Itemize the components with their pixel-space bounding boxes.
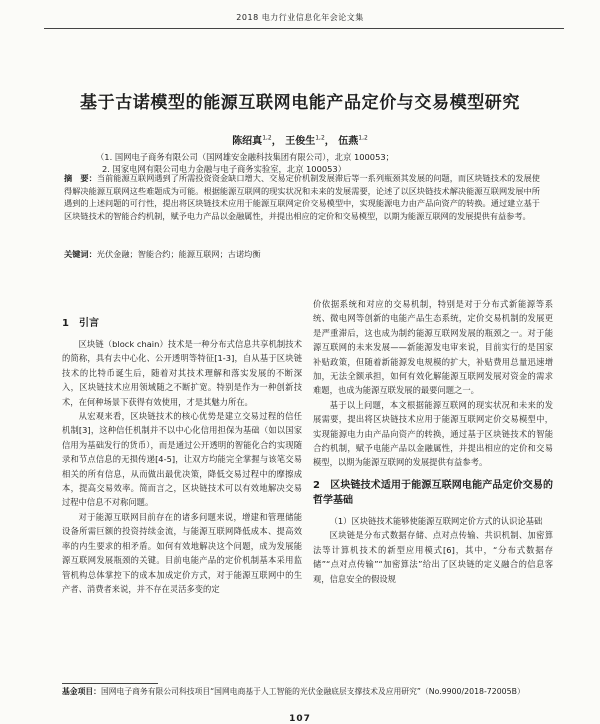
author-affiliation-mark: 1,2 — [315, 134, 325, 142]
footnote-label: 基金项目： — [62, 687, 101, 696]
body-paragraph: 区块链（block chain）技术是一种分布式信息共享机制技术的简称，具有去中心化、公开透明等特征[1-3]，自从基于区块链技术的比特币诞生后，随着对其技术理解和落实发展的不断深入，区块链技术应用领域随之不断扩宽。特别是作为一种创新技术，在何种场景下获得有效使用，才是其魅力所在。 — [62, 339, 302, 407]
author-list: 陈绍真$^{1,2}$， 王俊生$^{1,2}$， 伍燕$^{1,2}$ — [232, 134, 368, 147]
body-paragraph: 区块链是分布式数据存储、点对点传输、共识机制、加密算法等计算机技术的新型应用模式[6]，其中，“分布式数据存储”“点对点传输”“加密算法”给出了区块链的定义融合的信息客观，信息安全的假设规 — [313, 530, 553, 584]
abstract-label: 摘 要： — [64, 173, 97, 183]
page-number: 107 — [289, 714, 311, 724]
abstract-text: 当前能源互联网遇到了所需投资资金缺口增大、交易定价机制发展滞后等一系列瓶颈其发展的问题，而区块链技术的发展使得解决能源互联网这些难题成为可能。根据能源互联网的现实状况和未来的发展需要，论述了以区块链技术解决能源互联网发展中所遇到的上述问题的可行性，提出将区块链技术应用于能源互联网定价交易模型中，实现能源电力由产品向资产的转换。通过建立基于区块链技术的智能合约机制，赋予电力产品以金融属性，并提出相应的定价和交易模型，以期为能源互联网的发展提供有益参考。 — [64, 173, 540, 221]
author-affiliation-mark: 1,2 — [358, 134, 368, 142]
left-column — [62, 337, 302, 596]
keywords — [64, 249, 540, 260]
paper-title: 基于古诺模型的能源互联网电能产品定价与交易模型研究 — [80, 93, 520, 113]
body-paragraph: 基于以上问题，本文根据能源互联网的现实状况和未来的发展需要，提出将区块链技术应用于能源互联网定价交易模型中，实现能源电力由产品向资产的转换，通过基于区块链技术的智能合约机制，赋予电能产品以金融属性，并提出相应的定价和交易模型，以期为能源互联网的发展提供有益参考。 — [313, 399, 553, 468]
author-name: 王俊生 — [285, 136, 316, 147]
affiliation-line: 2. 国家电网有限公司电力金融与电子商务实验室，北京 100053） — [102, 164, 346, 174]
subsection-heading: （1）区块链技术能够使能源互联网定价方式的认识论基础 — [329, 515, 543, 526]
keywords-label: 关键词： — [64, 249, 97, 259]
header-divider — [44, 28, 564, 29]
body-paragraph: 从宏观来看，区块链技术的核心优势是建立交易过程的信任机制[3]，这种信任机制并不以中心化信用担保为基础（如以国家信用为基础发行的货币），而是通过公开透明的智能化合约实现随录和节点信息的无损传递[4-5]，让双方均能完全掌握与该笔交易相关的所有信息，从而做出最优决策，降低交易过程中的摩擦成本，提高交易效率。简而言之，区块链技术可以有效地解决交易过程中信息不对称问题。 — [62, 411, 302, 508]
affiliation-line: （1. 国网电子商务有限公司（国网雄安金融科技集团有限公司），北京 100053； — [96, 152, 394, 162]
keywords-text: 光伏金融；智能合约；能源互联网；古诺均衡 — [96, 249, 261, 259]
running-header: 2018 电力行业信息化年会论文集 — [236, 13, 364, 22]
author-name: 陈绍真 — [232, 136, 263, 147]
funding-footnote — [62, 686, 540, 697]
author-name: 伍燕 — [338, 136, 359, 147]
section-heading: 1 引言 — [62, 318, 99, 329]
section-heading: 2 区块链技术适用于能源互联网电能产品定价交易的哲学基础 — [313, 479, 553, 506]
footnote-text: 国网电子商务有限公司科技项目“国网电商基于人工智能的光伏金融底层支撑技术及应用研究”（No.9900/2018-72005B） — [100, 687, 525, 696]
body-paragraph: 价依据系统和对应的交易机制，特别是对于分布式新能源等系统、微电网等创新的电能产品生态系统，定价交易机制的发展更是严重滞后，这也成为制约能源互联网发展的瓶颈之一。对于能源互联网的未来发展——新能源发电审来说，目前实行的是国家补贴政策，但随着新能源发电规模的扩大，补贴费用总量迅速增加，无法全额承担，如何有效化解能源互联网发展对资金的需求难题，也成为能源互联发展的最要问题之一。 — [313, 299, 553, 396]
footnote-divider — [62, 683, 158, 684]
right-column — [313, 297, 553, 586]
author-affiliation-mark: 1,2 — [262, 134, 272, 142]
abstract — [64, 172, 540, 222]
body-paragraph: 对于能源互联网目前存在的诸多问题来说，增建和管理储能设备所需巨额的投资持续金流，与能源互联网降低成本、提高效率的内生要求的相矛盾。如何有效地解决这个问题，成为发展能源互联网发展瓶颈的关键。目前电能产品的定价机制基本采用监管机构总体掌控下的成本加成定价方式，对于能源互联网中的生产者、消费者来说，并不存在灵活多变的定 — [62, 511, 302, 594]
